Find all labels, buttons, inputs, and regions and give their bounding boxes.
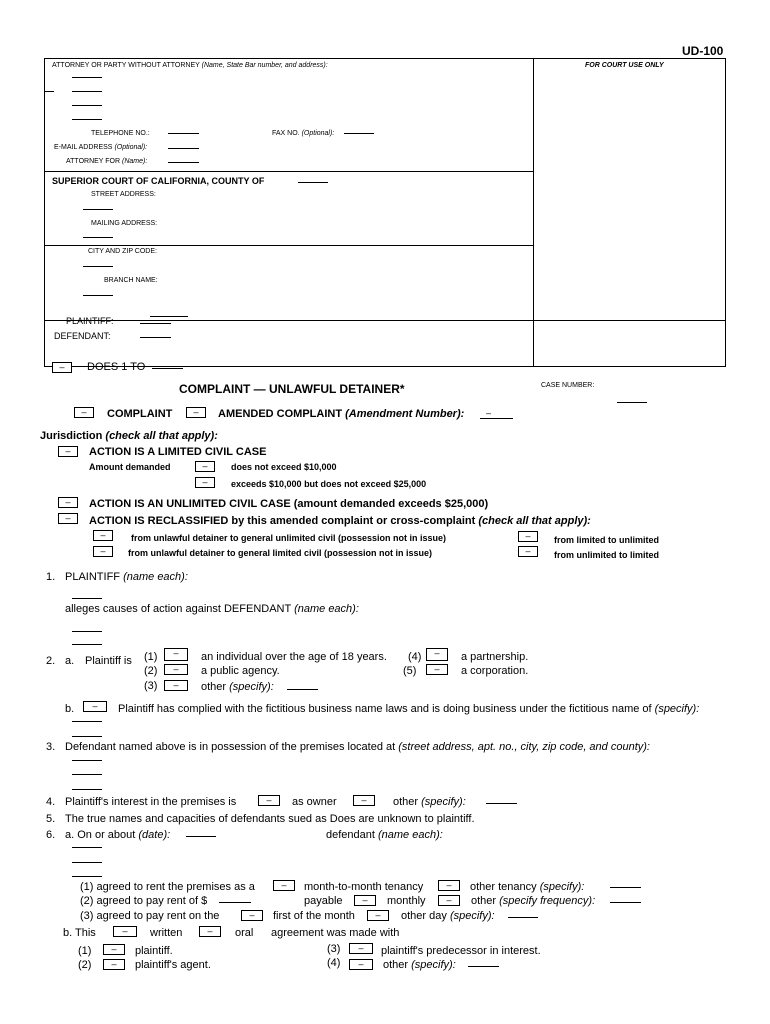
attorney-line-2[interactable]: [72, 91, 102, 92]
other-day-checkbox[interactable]: [367, 910, 389, 921]
month-to-month-label: month-to-month tenancy: [304, 881, 424, 893]
fax-label: FAX NO. (Optional):: [272, 130, 335, 137]
other-tenancy-field[interactable]: [610, 887, 641, 888]
jurisdiction-label: Jurisdiction (check all that apply):: [40, 430, 218, 442]
box-bottom: [44, 366, 726, 367]
attorney-line-4[interactable]: [72, 119, 102, 120]
made-other-field[interactable]: [468, 966, 499, 967]
made-predecessor-label: plaintiff's predecessor in interest.: [381, 945, 541, 957]
reclass-opt4-checkbox[interactable]: [518, 546, 538, 557]
payable-label: payable: [304, 895, 343, 907]
complaint-title: COMPLAINT — UNLAWFUL DETAINER*: [179, 382, 405, 396]
other-day-label: other day (specify):: [401, 910, 495, 922]
other-tenancy-label: other tenancy (specify):: [470, 881, 585, 893]
premises-field-3[interactable]: [72, 789, 102, 790]
other-interest-label: other (specify):: [393, 796, 466, 808]
plaintiff-field-upper[interactable]: [150, 316, 188, 317]
county-field[interactable]: [298, 182, 328, 183]
other-frequency-checkbox[interactable]: [438, 895, 460, 906]
item5-label: The true names and capacities of defendants sued as Does are unknown to plaintiff.: [65, 813, 475, 825]
case-number-label: CASE NUMBER:: [541, 382, 595, 389]
amendment-dash: –: [486, 408, 492, 418]
individual-label: an individual over the age of 18 years.: [201, 651, 387, 663]
item2-number: 2.: [46, 655, 56, 667]
item2-n3: (3): [144, 680, 158, 692]
made-agent-checkbox[interactable]: [103, 959, 125, 970]
other-frequency-label: other (specify frequency):: [471, 895, 596, 907]
mailing-field[interactable]: [83, 237, 113, 238]
court-use-label: FOR COURT USE ONLY: [585, 62, 664, 69]
first-of-month-checkbox[interactable]: [241, 910, 263, 921]
reclassified-checkbox[interactable]: [58, 513, 78, 524]
date-field[interactable]: [186, 836, 216, 837]
case-number-field[interactable]: [617, 402, 647, 403]
monthly-label: monthly: [387, 895, 426, 907]
made-other-checkbox[interactable]: [349, 959, 373, 970]
unlimited-label: ACTION IS AN UNLIMITED CIVIL CASE (amount demanded exceeds $25,000): [89, 498, 489, 510]
made-n4: (4): [327, 957, 341, 969]
exceeds-label: exceeds $10,000 but does not exceed $25,000: [231, 479, 427, 489]
attorney-for-field[interactable]: [168, 162, 199, 163]
branch-field[interactable]: [83, 295, 113, 296]
partnership-checkbox[interactable]: [426, 648, 448, 661]
fictitious-name-field-1[interactable]: [72, 721, 102, 722]
monthly-checkbox[interactable]: [354, 895, 376, 906]
as-owner-label: as owner: [292, 796, 337, 808]
corporation-label: a corporation.: [461, 665, 529, 677]
attorney-line-1[interactable]: [72, 77, 102, 78]
made-n1: (1): [78, 945, 92, 957]
not-exceed-checkbox[interactable]: [195, 461, 215, 472]
agreement-made-label: agreement was made with: [271, 927, 400, 939]
reclass-opt3-label: from limited to unlimited: [554, 535, 659, 545]
item6a-defendant-field-1[interactable]: [72, 847, 102, 848]
complaint-checkbox[interactable]: [74, 407, 94, 418]
item6-number: 6.: [46, 829, 56, 841]
alleges-label: alleges causes of action against DEFENDANT (name each):: [65, 603, 359, 615]
made-agent-label: plaintiff's agent.: [135, 959, 211, 971]
box-top: [44, 58, 726, 59]
attorney-line-margin: [44, 91, 54, 92]
attorney-label: ATTORNEY OR PARTY WITHOUT ATTORNEY (Name, State Bar number, and address):: [52, 62, 328, 69]
pay-rent-label: (2) agreed to pay rent of $: [80, 895, 208, 907]
attorney-line-3[interactable]: [72, 105, 102, 106]
other-plaintiff-label: other (specify):: [201, 681, 274, 693]
first-of-month-label: first of the month: [273, 910, 355, 922]
made-predecessor-checkbox[interactable]: [349, 943, 373, 954]
street-label: STREET ADDRESS:: [91, 191, 156, 198]
item6a-defendant-label: defendant (name each):: [326, 829, 443, 841]
item2a-label: Plaintiff is: [85, 655, 132, 667]
defendant-names-field-1[interactable]: [72, 631, 102, 632]
corporation-checkbox[interactable]: [426, 664, 448, 675]
made-plaintiff-checkbox[interactable]: [103, 944, 125, 955]
fictitious-name-checkbox[interactable]: [83, 701, 107, 712]
item1-label: PLAINTIFF (name each):: [65, 571, 188, 583]
form-id: UD-100: [682, 44, 724, 58]
limited-label: ACTION IS A LIMITED CIVIL CASE: [89, 446, 267, 458]
individual-checkbox[interactable]: [164, 648, 188, 661]
other-frequency-field[interactable]: [610, 902, 641, 903]
made-n3: (3): [327, 943, 341, 955]
amendment-number-field[interactable]: [480, 418, 513, 419]
does-field[interactable]: [152, 368, 183, 369]
reclass-opt1-label: from unlawful detainer to general unlimited civil (possession not in issue): [131, 533, 447, 543]
item3-number: 3.: [46, 741, 56, 753]
public-agency-label: a public agency.: [201, 665, 280, 677]
street-field[interactable]: [83, 209, 113, 210]
court-divider: [44, 171, 533, 172]
does-checkbox[interactable]: [52, 362, 72, 373]
item2b-letter: b.: [65, 703, 75, 715]
rent-premises-label: (1) agreed to rent the premises as a: [80, 881, 255, 893]
does-label: DOES 1 TO: [87, 361, 146, 373]
fax-field[interactable]: [344, 133, 374, 134]
court-title: SUPERIOR COURT OF CALIFORNIA, COUNTY OF: [52, 176, 265, 186]
other-tenancy-checkbox[interactable]: [438, 880, 460, 891]
oral-label: oral: [235, 927, 254, 939]
item3-label: Defendant named above is in possession of the premises located at (street address, apt. no., city, zip code, and county):: [65, 741, 650, 753]
branch-label: BRANCH NAME:: [104, 277, 158, 284]
amended-label: AMENDED COMPLAINT (Amendment Number):: [218, 408, 465, 420]
item4-label: Plaintiff's interest in the premises is: [65, 796, 237, 808]
email-field[interactable]: [168, 148, 199, 149]
item2-n5: (5): [403, 665, 417, 677]
item6a-defendant-field-3[interactable]: [72, 876, 102, 877]
month-to-month-checkbox[interactable]: [273, 880, 295, 891]
amended-checkbox[interactable]: [186, 407, 206, 418]
premises-field-1[interactable]: [72, 760, 102, 761]
complaint-label: COMPLAINT: [107, 408, 173, 420]
partnership-label: a partnership.: [461, 651, 529, 663]
other-plaintiff-field[interactable]: [287, 689, 318, 690]
made-n2: (2): [78, 959, 92, 971]
reclass-opt1-checkbox[interactable]: [93, 530, 113, 541]
item6a-label: a. On or about (date):: [65, 829, 171, 841]
defendant-field[interactable]: [140, 337, 171, 338]
item5-number: 5.: [46, 813, 56, 825]
item2-n4: (4): [408, 651, 422, 663]
not-exceed-label: does not exceed $10,000: [231, 462, 337, 472]
reclass-opt4-label: from unlimited to limited: [554, 550, 659, 560]
party-divider: [44, 320, 726, 321]
written-checkbox[interactable]: [113, 926, 137, 937]
city-zip-label: CITY AND ZIP CODE:: [88, 248, 157, 255]
city-zip-field[interactable]: [83, 266, 113, 267]
rent-amount-field[interactable]: [219, 902, 251, 903]
reclass-opt2-checkbox[interactable]: [93, 546, 113, 557]
city-divider: [44, 245, 533, 246]
amount-demanded-label: Amount demanded: [89, 462, 171, 472]
plaintiff-field[interactable]: [140, 323, 171, 324]
other-interest-checkbox[interactable]: [353, 795, 375, 806]
reclass-opt3-checkbox[interactable]: [518, 531, 538, 542]
reclass-opt2-label: from unlawful detainer to general limited civil (possession not in issue): [128, 548, 433, 558]
made-plaintiff-label: plaintiff.: [135, 945, 173, 957]
as-owner-checkbox[interactable]: [258, 795, 280, 806]
telephone-label: TELEPHONE NO.:: [91, 130, 150, 137]
other-interest-field[interactable]: [486, 803, 517, 804]
pay-rent-on-label: (3) agreed to pay rent on the: [80, 910, 220, 922]
item6a-defendant-field-2[interactable]: [72, 862, 102, 863]
plaintiff-label: PLAINTIFF:: [66, 316, 114, 326]
telephone-field[interactable]: [168, 133, 199, 134]
unlimited-checkbox[interactable]: [58, 497, 78, 508]
fictitious-name-field-2[interactable]: [72, 736, 102, 737]
attorney-for-label: ATTORNEY FOR (Name):: [66, 158, 148, 165]
fictitious-name-label: Plaintiff has complied with the fictitious business name laws and is doing business under the fictitious name of (specify):: [118, 703, 700, 715]
agreement-this-label: b. This: [63, 927, 96, 939]
exceeds-checkbox[interactable]: [195, 477, 215, 488]
defendant-label: DEFENDANT:: [54, 331, 111, 341]
reclassified-label: ACTION IS RECLASSIFIED by this amended complaint or cross-complaint (check all that apply):: [89, 515, 591, 527]
defendant-names-field-2[interactable]: [72, 644, 102, 645]
other-day-field[interactable]: [508, 917, 538, 918]
other-plaintiff-checkbox[interactable]: [164, 680, 188, 691]
written-label: written: [150, 927, 183, 939]
plaintiff-names-field[interactable]: [72, 598, 102, 599]
item4-number: 4.: [46, 796, 56, 808]
public-agency-checkbox[interactable]: [164, 664, 188, 675]
item2a-letter: a.: [65, 655, 75, 667]
item2-n1: (1): [144, 651, 158, 663]
item2-n2: (2): [144, 665, 158, 677]
email-label: E-MAIL ADDRESS (Optional):: [54, 144, 148, 151]
made-other-label: other (specify):: [383, 959, 456, 971]
oral-checkbox[interactable]: [199, 926, 221, 937]
item1-number: 1.: [46, 571, 56, 583]
limited-checkbox[interactable]: [58, 446, 78, 457]
premises-field-2[interactable]: [72, 774, 102, 775]
mailing-label: MAILING ADDRESS:: [91, 220, 158, 227]
